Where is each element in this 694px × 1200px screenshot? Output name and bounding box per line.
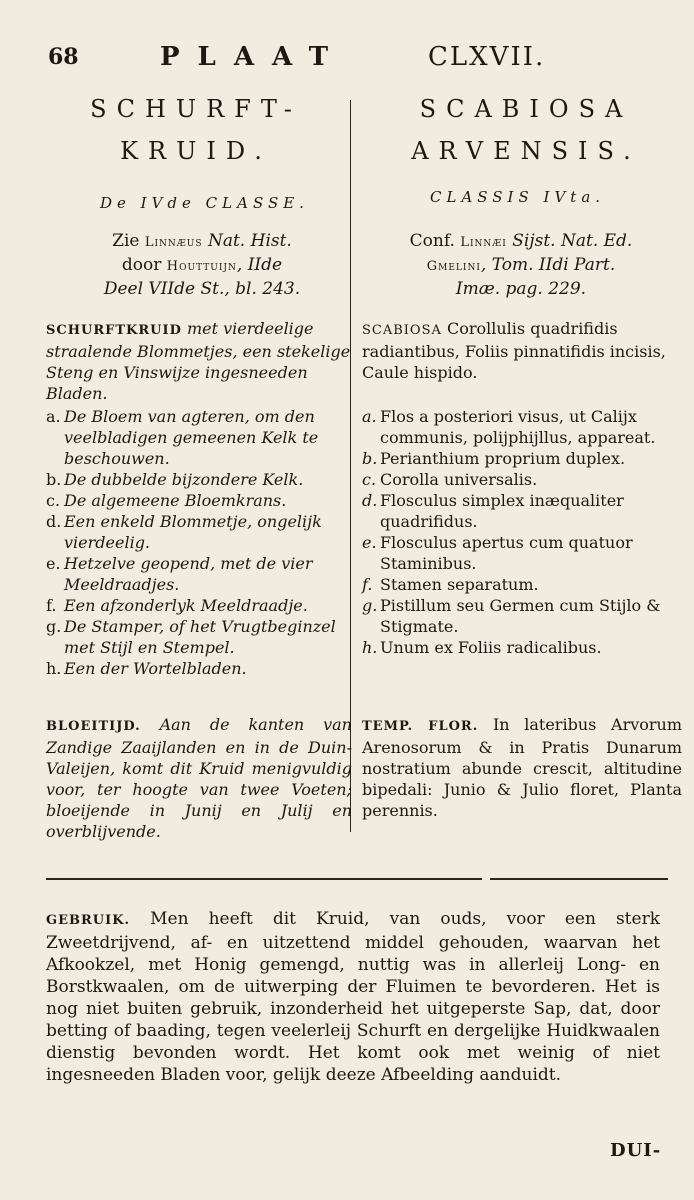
latin-desc-head: SCABIOSA bbox=[362, 323, 442, 338]
dutch-title-line1: SCHURFT- bbox=[90, 95, 302, 123]
page-number: 68 bbox=[48, 44, 79, 70]
latin-title-line2: ARVENSIS. bbox=[411, 137, 641, 165]
latin-title-line1: SCABIOSA bbox=[419, 95, 633, 123]
list-item: a. De Bloem van agteren, om den veelbladigen gemeenen Kelk te beschouwen. bbox=[46, 407, 319, 468]
list-item: a. Flos a posteriori visus, ut Calijx communis, polijphijllus, appareat. bbox=[362, 407, 656, 447]
list-item: c. De algemeene Bloemkrans. bbox=[46, 491, 287, 510]
dutch-flowering bbox=[46, 714, 352, 842]
list-item: f. Een afzonderlyk Meeldraadje. bbox=[46, 596, 308, 615]
list-item: b. Perianthium proprium duplex. bbox=[362, 449, 626, 468]
section-rule-left bbox=[46, 878, 482, 880]
dutch-desc-head: SCHURFTKRUID bbox=[46, 323, 182, 338]
latin-reference: Conf. Linnæi Sijst. Nat. Ed. Gmelini, Tom. IIdi Part. Imæ. pag. 229. bbox=[409, 231, 633, 299]
usage-paragraph bbox=[46, 908, 660, 1086]
list-item: e. Hetzelve geopend, met de vier Meeldraadjes. bbox=[46, 554, 313, 594]
usage-text: Men heeft dit Kruid, van ouds, voor een sterk Zweetdrijvend, af- en uitzettend middel gehouden, waarvan het Afkookzel, met Honig gemengd, nuttig was in allerleij Long- en Borstkwaalen, om de uitwerping der Fluimen te bevorderen. Het is nog niet buiten gebruik, inzonderheid het uitgeperste Sap, dat, door betting of baading, tegen veelerleij Schurft en dergelijke Huidkwaalen dienstig bevonden wordt. Het komt ook met weinig of niet ingesneeden Bladen voor, gelijk deeze Afbeelding aanduidt. bbox=[46, 909, 661, 1085]
temp-flor-text: In lateribus Arvorum Arenosorum & in Pratis Dunarum nostratium abunde crescit, altitudine bipedali: Junio & Julio floret, Planta perennis. bbox=[362, 715, 683, 820]
list-item: h. Unum ex Foliis radicalibus. bbox=[362, 638, 602, 657]
section-rule-right bbox=[490, 878, 668, 880]
plate-number: CLXVII. bbox=[428, 42, 546, 72]
plate-label: PLAAT bbox=[160, 42, 347, 72]
flowering-text: Aan de kanten van Zandige Zaaijlanden en in de Duin-Valeijen, komt dit Kruid menigvuldig voor, ter hoogte van twee Voeten; bloeijende in Junij en Julij en overblijvende. bbox=[46, 715, 352, 841]
list-item: h. Een der Wortelbladen. bbox=[46, 659, 247, 678]
list-item: b. De dubbelde bijzondere Kelk. bbox=[46, 470, 304, 489]
list-item: f. Stamen separatum. bbox=[362, 575, 539, 594]
list-item: e. Flosculus apertus cum quatuor Staminibus. bbox=[362, 533, 633, 573]
dutch-desc-text: met vierdeelige straalende Blommetjes, een stekelige Steng en Vinswijze ingesneeden Bladen. bbox=[46, 319, 351, 403]
list-item: g. De Stamper, of het Vrugtbeginzel met Stijl en Stempel. bbox=[46, 617, 336, 657]
dutch-item-list bbox=[46, 406, 352, 679]
latin-item-list bbox=[362, 406, 682, 658]
dutch-class: De IVde CLASSE. bbox=[100, 194, 309, 212]
list-item: g. Pistillum seu Germen cum Stijlo & Stigmate. bbox=[362, 596, 661, 636]
latin-description bbox=[362, 318, 682, 383]
catchword: DUI- bbox=[610, 1140, 662, 1161]
usage-head: GEBRUIK. bbox=[46, 913, 131, 928]
latin-class: CLASSIS IVta. bbox=[430, 188, 606, 206]
flowering-head: BLOEITIJD. bbox=[46, 719, 141, 734]
dutch-title-line2: KRUID. bbox=[120, 137, 272, 165]
dutch-description bbox=[46, 318, 352, 404]
latin-flowering bbox=[362, 714, 682, 821]
temp-flor-head: TEMP. FLOR. bbox=[362, 719, 479, 734]
list-item: d. Flosculus simplex inæqualiter quadrifidus. bbox=[362, 491, 624, 531]
list-item: d. Een enkeld Blommetje, ongelijk vierdeelig. bbox=[46, 512, 322, 552]
dutch-reference: Zie Linnæus Nat. Hist. door Houttuijn, IIde Deel VIIde St., bl. 243. bbox=[103, 231, 301, 299]
latin-desc-text: Corollulis quadrifidis radiantibus, Foliis pinnatifidis incisis, Caule hispido. bbox=[362, 319, 666, 382]
list-item: c. Corolla universalis. bbox=[362, 470, 538, 489]
